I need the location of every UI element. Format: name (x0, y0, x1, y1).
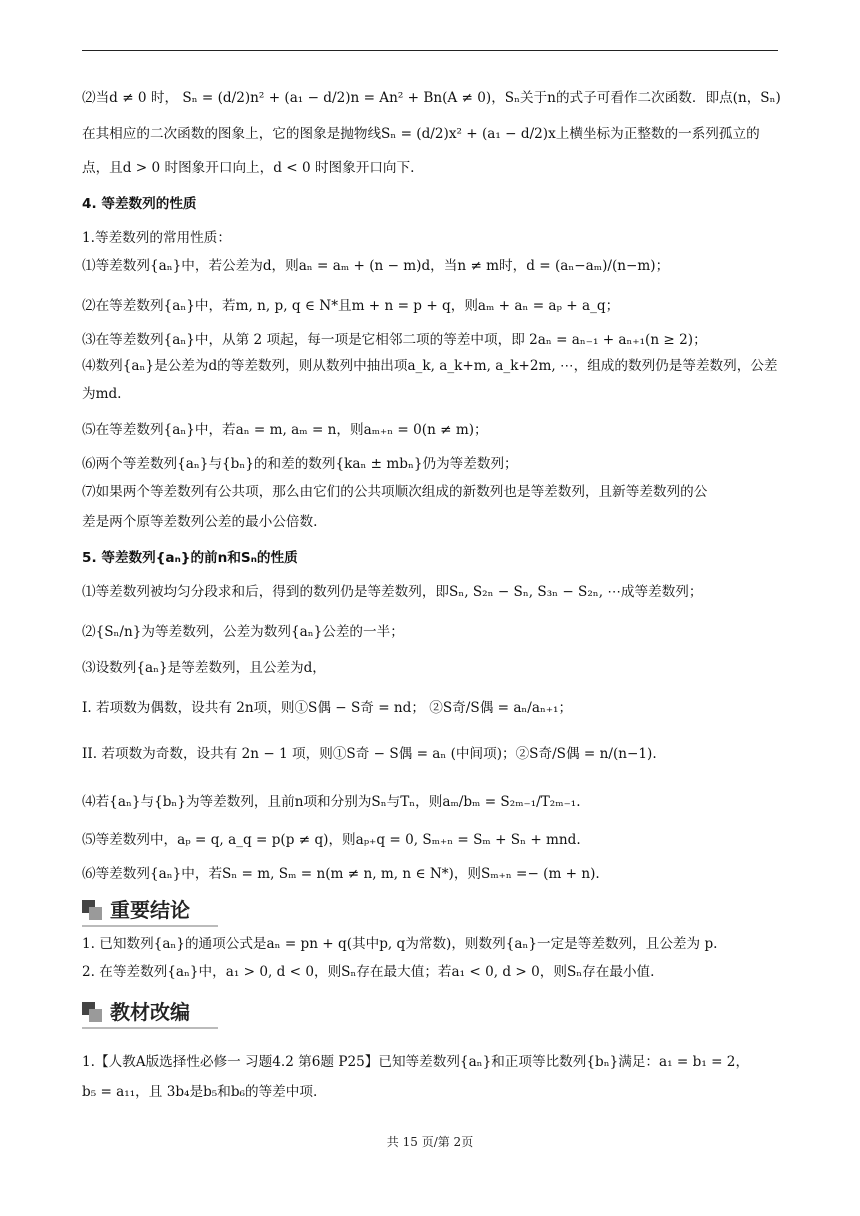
badge-square-icon (82, 1002, 102, 1022)
text-line: 1. 已知数列{aₙ}的通项公式是aₙ = pn + q(其中p, q为常数)，则数列{aₙ}一定是等差数列，且公差为 p. (82, 936, 718, 952)
text-line: ⑶在等差数列{aₙ}中，从第 2 项起，每一项是它相邻二项的等差中项，即 2aₙ = aₙ₋₁ + aₙ₊₁(n ≥ 2)； (82, 332, 707, 348)
text-line: ⑵当d ≠ 0 时， Sₙ = (d/2)n² + (a₁ − d/2)n = An² + Bn(A ≠ 0)，Sₙ关于n的式子可看作二次函数．即点(n，Sₙ) (82, 90, 781, 106)
text-line: ⑸在等差数列{aₙ}中，若aₙ = m, aₘ = n，则aₘ₊ₙ = 0(n ≠ m)； (82, 422, 488, 438)
text-line: 为md. (82, 386, 122, 402)
text-line: ⑷若{aₙ}与{bₙ}为等差数列，且前n项和分别为Sₙ与Tₙ，则aₘ/bₘ = S₂ₘ₋₁/T₂ₘ₋₁. (82, 794, 581, 810)
text-line: 点，且d > 0 时图象开口向上，d < 0 时图象开口向下. (82, 160, 415, 176)
text-line: ⑹两个等差数列{aₙ}与{bₙ}的和差的数列{kaₙ ± mbₙ}仍为等差数列； (82, 456, 518, 472)
text-line: ⑴等差数列{aₙ}中，若公差为d，则aₙ = aₘ + (n − m)d，当n ≠ m时，d = (aₙ−aₘ)/(n−m)； (82, 258, 670, 274)
text-line: 差是两个原等差数列公差的最小公倍数. (82, 514, 318, 530)
text-line: ⑺如果两个等差数列有公共项，那么由它们的公共项顺次组成的新数列也是等差数列，且新等差数列的公 (82, 484, 708, 500)
text-line: ⑴等差数列被均匀分段求和后，得到的数列仍是等差数列，即Sₙ, S₂ₙ − Sₙ, S₃ₙ − S₂ₙ, ⋯成等差数列； (82, 584, 703, 600)
text-line: II. 若项数为奇数，设共有 2n − 1 项，则①S奇 − S偶 = aₙ (中间项)；②S奇/S偶 = n/(n−1). (82, 746, 657, 762)
text-line: b₅ = a₁₁，且 3b₄是b₅和b₆的等差中项. (82, 1084, 318, 1100)
text-line: 1.等差数列的常用性质： (82, 230, 231, 246)
section-heading: 5. 等差数列{aₙ}的前n和Sₙ的性质 (82, 550, 298, 566)
text-line: 在其相应的二次函数的图象上，它的图象是抛物线Sₙ = (d/2)x² + (a₁ − d/2)x上横坐标为正整数的一系列孤立的 (82, 126, 760, 142)
section-badge (82, 892, 190, 924)
text-line: I. 若项数为偶数，设共有 2n项，则①S偶 − S奇 = nd； ②S奇/S偶 = aₙ/aₙ₊₁； (82, 700, 573, 716)
page-footer: 共 15 页/第 2页 (386, 1135, 474, 1149)
section-badge (82, 994, 190, 1026)
badge-title: 重要结论 (110, 898, 190, 922)
text-line: ⑵{Sₙ/n}为等差数列，公差为数列{aₙ}公差的一半； (82, 624, 404, 640)
text-line: ⑵在等差数列{aₙ}中，若m, n, p, q ∈ N*且m + n = p + q，则aₘ + aₙ = aₚ + a_q； (82, 298, 620, 314)
text-line: ⑷数列{aₙ}是公差为d的等差数列，则从数列中抽出项a_k, a_k+m, a_k+2m, ⋯，组成的数列仍是等差数列，公差 (82, 358, 778, 374)
text-line: 2. 在等差数列{aₙ}中，a₁ > 0, d < 0，则Sₙ存在最大值；若a₁ < 0, d > 0，则Sₙ存在最小值. (82, 964, 655, 980)
badge-title: 教材改编 (110, 1000, 190, 1024)
text-line: ⑶设数列{aₙ}是等差数列，且公差为d， (82, 660, 326, 676)
text-line: ⑹等差数列{aₙ}中，若Sₙ = m, Sₘ = n(m ≠ n, m, n ∈ N*)，则Sₘ₊ₙ =− (m + n). (82, 866, 600, 882)
badge-underline (82, 1027, 218, 1029)
badge-underline (82, 925, 218, 927)
text-line: ⑸等差数列中，aₚ = q, a_q = p(p ≠ q)，则aₚ₊q = 0, Sₘ₊ₙ = Sₘ + Sₙ + mnd. (82, 832, 581, 848)
header-rule (82, 50, 778, 51)
section-heading: 4. 等差数列的性质 (82, 196, 197, 212)
text-line: 1.【人教A版选择性必修一 习题4.2 第6题 P25】已知等差数列{aₙ}和正项等比数列{bₙ}满足：a₁ = b₁ = 2， (82, 1054, 750, 1070)
badge-square-icon (82, 900, 102, 920)
